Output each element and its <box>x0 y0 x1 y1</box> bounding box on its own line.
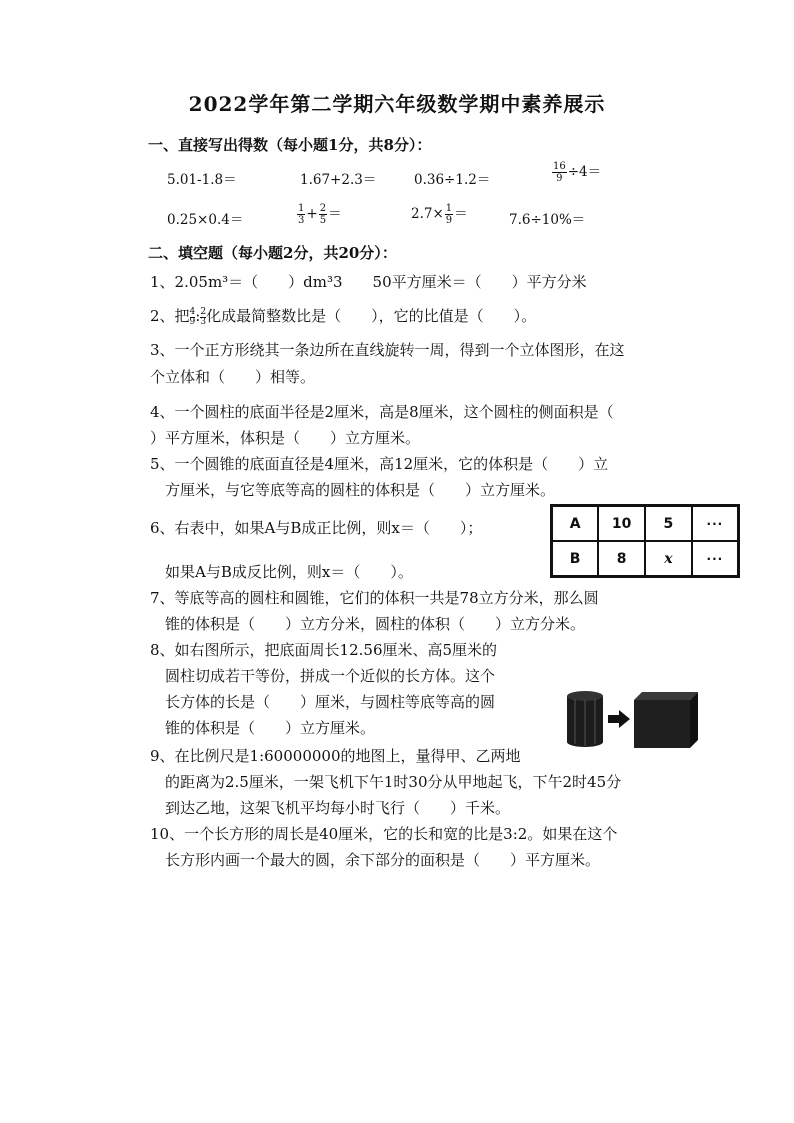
calc-q8: 7.6÷10%＝ <box>509 212 586 228</box>
numerator: 16 <box>553 161 566 172</box>
fill-q7-line1: 7、等底等高的圆柱和圆锥，它们的体积一共是78立方分米，那么圆 <box>150 589 599 607</box>
operator: + <box>306 206 318 222</box>
fraction <box>297 203 305 226</box>
calc-q4 <box>551 160 601 184</box>
denominator: 5 <box>319 215 327 226</box>
colon: : <box>195 307 201 325</box>
fill-q10-line1: 10、一个长方形的周长是40厘米，它的长和宽的比是3:2。如果在这个 <box>150 825 618 843</box>
fill-q3-line2: 个立体和（ ）相等。 <box>150 368 316 386</box>
table-row <box>552 541 739 577</box>
fill-q2-pre: 2、把 <box>150 307 190 325</box>
calc-q6 <box>296 202 342 226</box>
fill-q9-line1: 9、在比例尺是1:60000000的地图上，量得甲、乙两地 <box>150 747 521 765</box>
denominator: 3 <box>298 215 305 226</box>
table-cell: ··· <box>692 541 739 577</box>
cylinder-to-cuboid-figure <box>564 690 699 750</box>
fill-q8-line1: 8、如右图所示，把底面周长12.56厘米、高5厘米的 <box>150 641 498 659</box>
section2-heading: 二、填空题（每小题2分，共20分）： <box>148 244 397 262</box>
denominator: 9 <box>189 316 196 327</box>
fill-q3-line1: 3、一个正方形绕其一条边所在直线旋转一周，得到一个立体图形，在这 <box>150 341 625 359</box>
table-cell: B <box>552 541 599 577</box>
table-cell: 5 <box>645 506 692 542</box>
fill-q7-line2: 锥的体积是（ ）立方分米，圆柱的体积（ ）立方分米。 <box>165 615 586 633</box>
denominator: 9 <box>445 215 453 226</box>
table-cell: ··· <box>692 506 739 542</box>
numerator: 2 <box>319 203 327 214</box>
fill-q9-line2: 的距离为2.5厘米，一架飞机下午1时30分从甲地起飞，下午2时45分 <box>165 773 622 791</box>
fill-q4-line1: 4、一个圆柱的底面半径是2厘米，高是8厘米，这个圆柱的侧面积是（ <box>150 403 614 421</box>
calc-q4-rest: ÷4＝ <box>567 164 602 180</box>
cylinder-icon <box>567 691 603 747</box>
fraction <box>445 203 453 226</box>
calc-q7-pre: 2.7× <box>411 206 444 222</box>
numerator: 4 <box>189 306 196 317</box>
fill-q8-line3: 长方体的长是（ ）厘米，与圆柱等底等高的圆 <box>165 693 496 711</box>
calc-q2: 1.67+2.3＝ <box>300 172 377 188</box>
calc-q1: 5.01-1.8＝ <box>167 172 237 188</box>
fraction <box>319 203 327 226</box>
calc-q3: 0.36÷1.2＝ <box>414 172 491 188</box>
cuboid-icon <box>634 692 698 748</box>
right-arrow-icon <box>608 710 630 728</box>
page-title: 2022学年第二学期六年级数学期中素养展示 <box>188 92 606 116</box>
fill-q2 <box>150 306 536 327</box>
table-cell: A <box>552 506 599 542</box>
table-cell: 10 <box>598 506 645 542</box>
numerator: 1 <box>298 203 305 214</box>
fill-q8-line2: 圆柱切成若干等份，拼成一个近似的长方体。这个 <box>165 667 496 685</box>
calc-q7 <box>411 202 468 226</box>
equals: ＝ <box>328 206 342 222</box>
fill-q6-line2: 如果A与B成反比例，则x＝（ ）。 <box>165 563 413 581</box>
fill-q6-line1: 6、右表中，如果A与B成正比例，则x＝（ ）； <box>150 519 483 537</box>
fill-q4-line2: ）平方厘米，体积是（ ）立方厘米。 <box>150 429 421 447</box>
fill-q9-line3: 到达乙地，这架飞机平均每小时飞行（ ）千米。 <box>165 799 511 817</box>
equals: ＝ <box>454 206 468 222</box>
fill-q8-line4: 锥的体积是（ ）立方厘米。 <box>165 719 376 737</box>
fill-q2-post: 化成最简整数比是（ ），它的比值是（ ）。 <box>206 307 537 325</box>
fill-q10-line2: 长方形内画一个最大的圆，余下部分的面积是（ ）平方厘米。 <box>165 851 601 869</box>
fill-q1: 1、2.05m³＝（ ）dm³3 50平方厘米＝（ ）平方分米 <box>150 273 587 291</box>
ab-proportion-table <box>550 504 740 578</box>
denominator: 3 <box>200 316 207 327</box>
fill-q5-line2: 方厘米，与它等底等高的圆柱的体积是（ ）立方厘米。 <box>165 481 556 499</box>
fill-q5-line1: 5、一个圆锥的底面直径是4厘米，高12厘米，它的体积是（ ）立 <box>150 455 609 473</box>
table-cell: 8 <box>598 541 645 577</box>
numerator: 1 <box>445 203 453 214</box>
denominator: 9 <box>556 173 563 184</box>
section1-heading: 一、直接写出得数（每小题1分，共8分）： <box>148 136 432 154</box>
table-cell: x <box>645 541 692 577</box>
fraction <box>552 161 567 184</box>
table-row <box>552 506 739 542</box>
numerator: 2 <box>200 306 207 317</box>
calc-q5: 0.25×0.4＝ <box>167 212 244 228</box>
